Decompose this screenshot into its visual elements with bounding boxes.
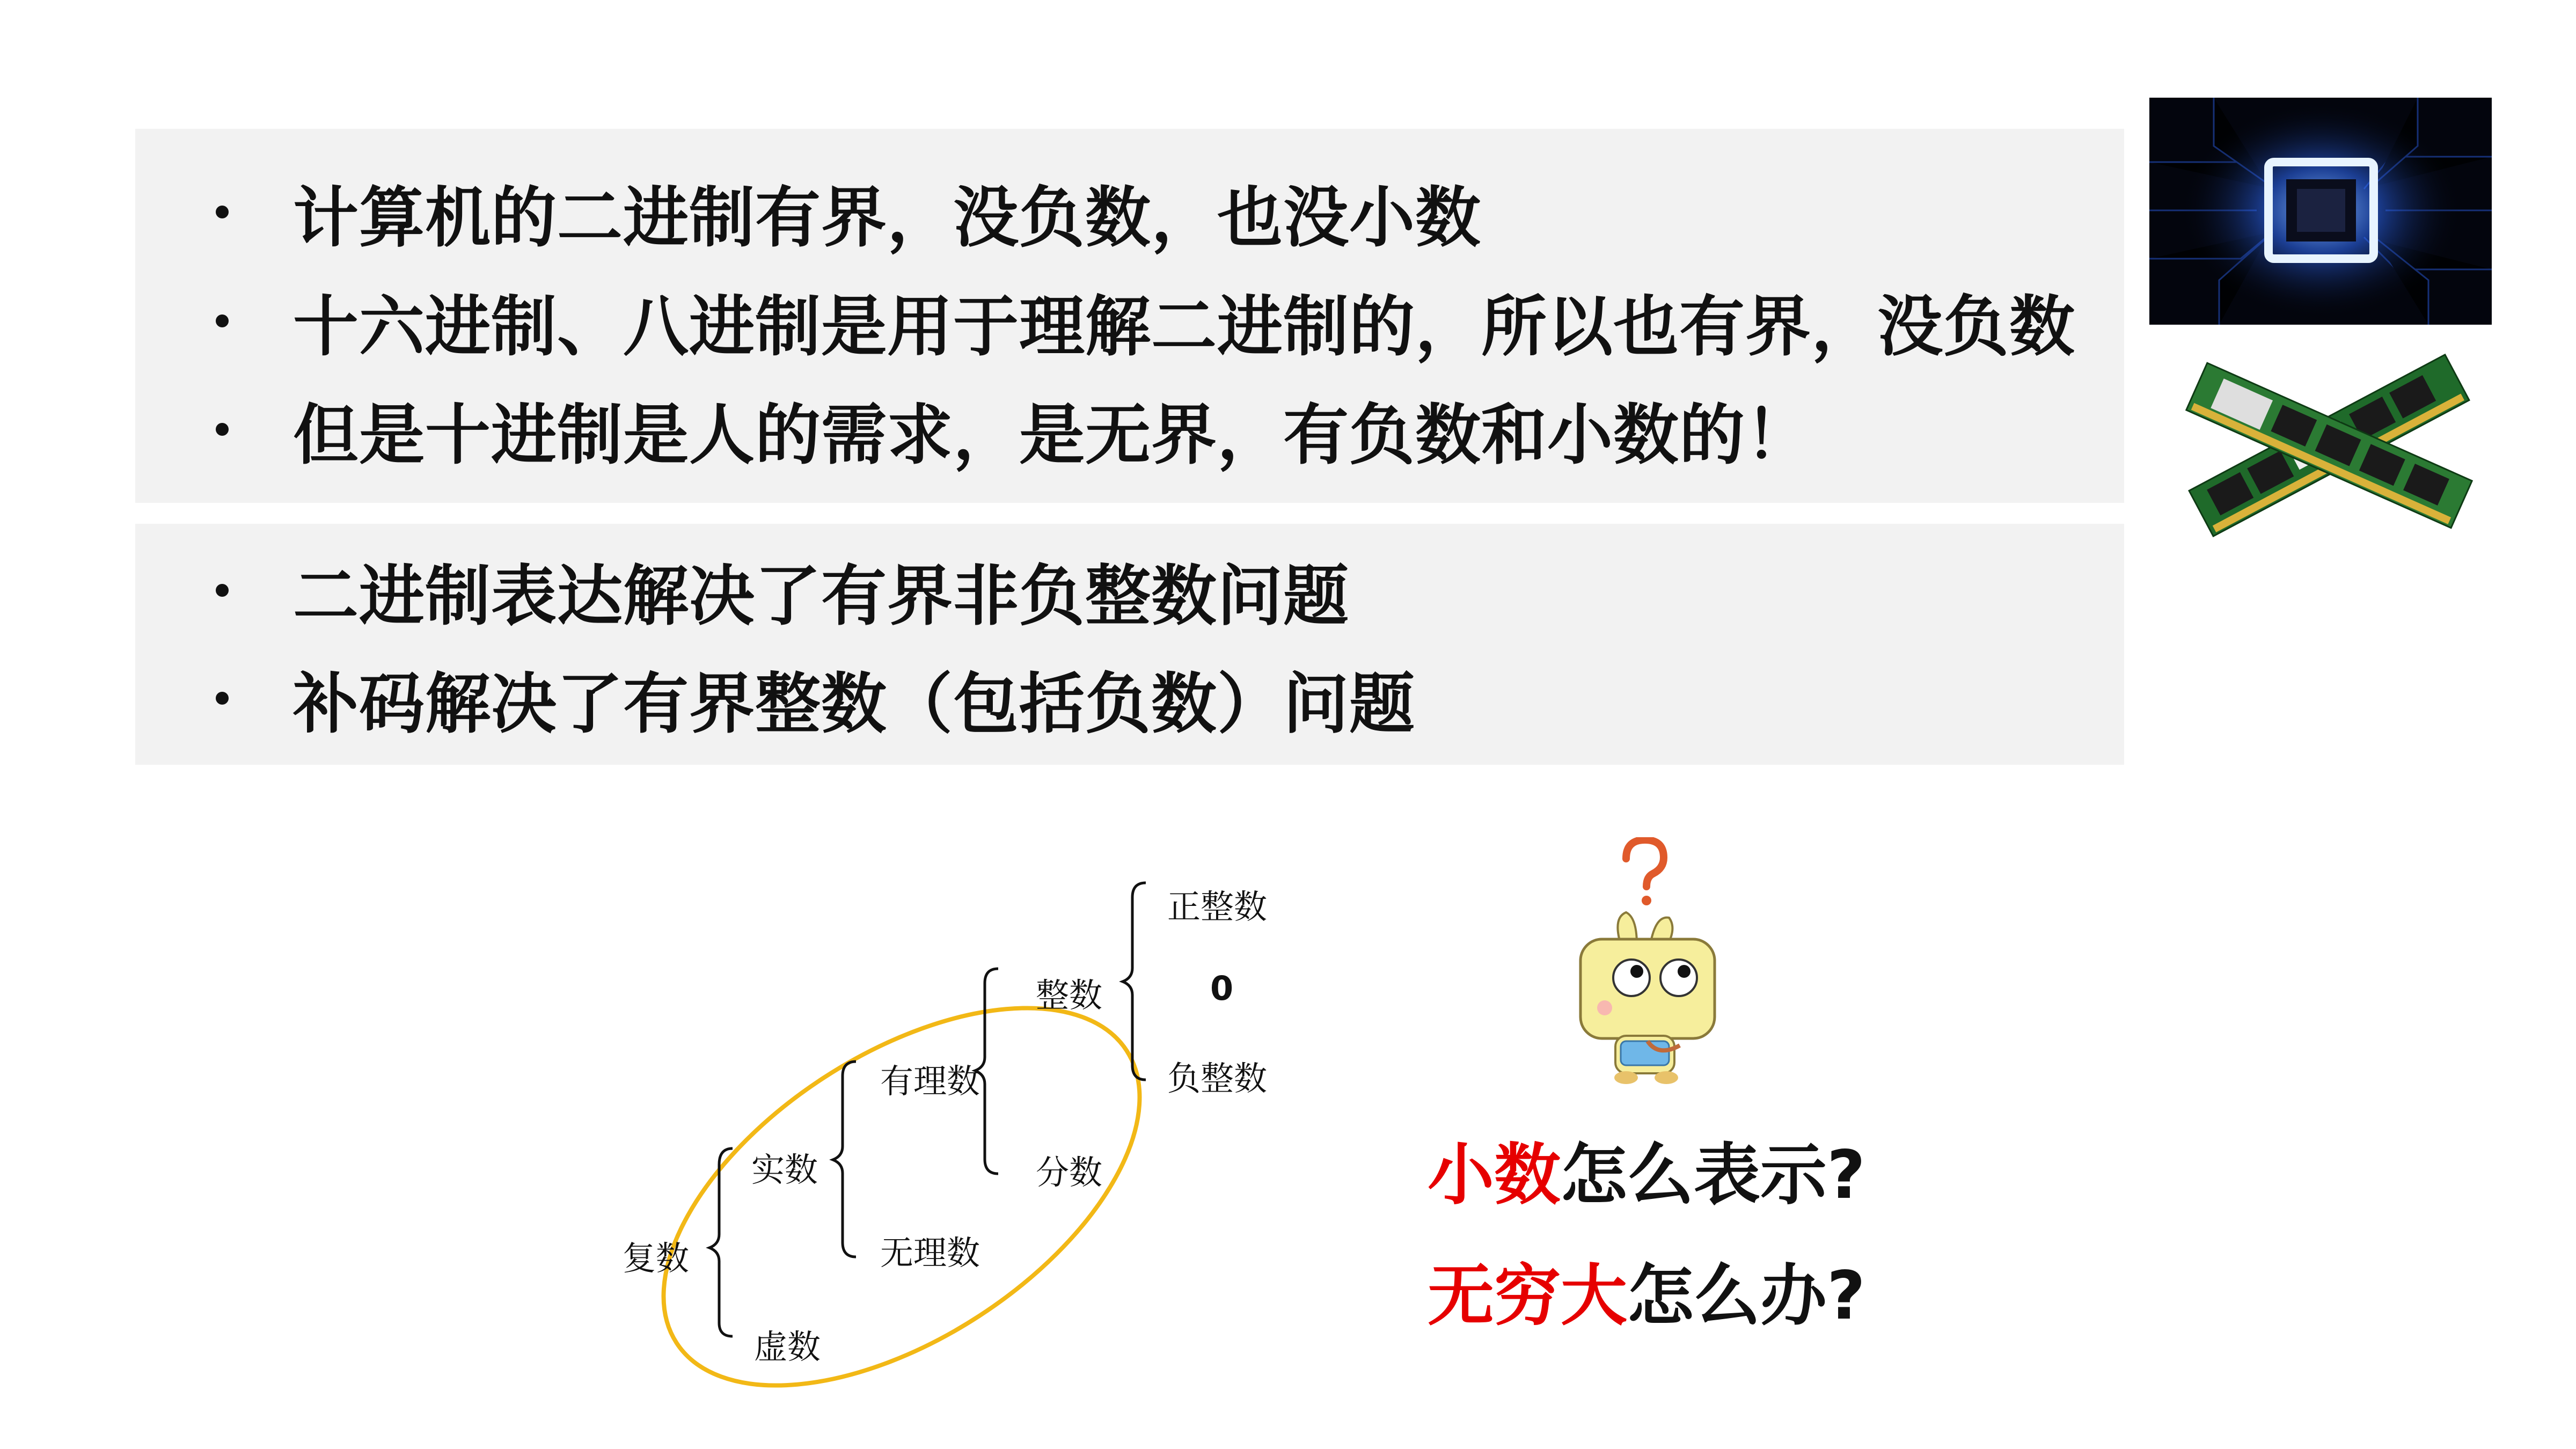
number-classification-tree xyxy=(590,837,1368,1428)
bullet-item xyxy=(216,158,1481,266)
ram-modules-image xyxy=(2168,333,2490,558)
brace-real xyxy=(833,1062,856,1257)
bullet-dot xyxy=(216,692,229,705)
label-irrational: 无理数 xyxy=(880,1233,980,1272)
question-mark-icon xyxy=(1626,840,1664,905)
question-decimals xyxy=(1428,1122,1865,1217)
rational-highlight-ellipse xyxy=(599,931,1204,1428)
label-real: 实数 xyxy=(751,1150,818,1189)
question-decimals-highlight: 小数 xyxy=(1428,1137,1561,1214)
bullet-dot xyxy=(216,314,229,327)
label-complex: 复数 xyxy=(623,1239,690,1278)
label-integer: 整数 xyxy=(1036,976,1103,1015)
question-infinity xyxy=(1428,1242,1865,1338)
label-zero: 0 xyxy=(1210,969,1234,1008)
bullet-dot xyxy=(216,584,229,597)
bullet-text: 但是十进制是人的需求，是无界，有负数和小数的！ xyxy=(293,397,1811,473)
bullet-dot xyxy=(216,206,229,218)
summary-panel-top xyxy=(135,129,2124,503)
bullet-item xyxy=(216,645,1415,752)
bullet-text: 十六进制、八进制是用于理解二进制的，所以也有界，没负数 xyxy=(293,288,2075,365)
bullet-dot xyxy=(216,423,229,436)
question-decimals-rest: 怎么表示? xyxy=(1561,1137,1865,1214)
bullet-text: 二进制表达解决了有界非负整数问题 xyxy=(293,558,1349,634)
bullet-text: 补码解决了有界整数（包括负数）问题 xyxy=(293,665,1415,742)
question-infinity-highlight: 无穷大 xyxy=(1428,1257,1628,1335)
label-negative-integer: 负整数 xyxy=(1167,1059,1268,1098)
summary-panel-bottom xyxy=(135,524,2124,765)
label-positive-integer: 正整数 xyxy=(1167,887,1268,926)
bullet-text: 计算机的二进制有界，没负数，也没小数 xyxy=(293,179,1481,256)
bullet-item xyxy=(216,537,1349,644)
cartoon-character xyxy=(1556,837,1739,1089)
label-rational: 有理数 xyxy=(880,1062,980,1101)
bullet-item xyxy=(216,376,1811,483)
label-fraction: 分数 xyxy=(1036,1153,1103,1192)
label-imaginary: 虚数 xyxy=(754,1327,821,1366)
bullet-item xyxy=(216,267,2075,375)
cpu-chip-image xyxy=(2149,98,2492,325)
question-infinity-rest: 怎么办? xyxy=(1627,1257,1865,1335)
